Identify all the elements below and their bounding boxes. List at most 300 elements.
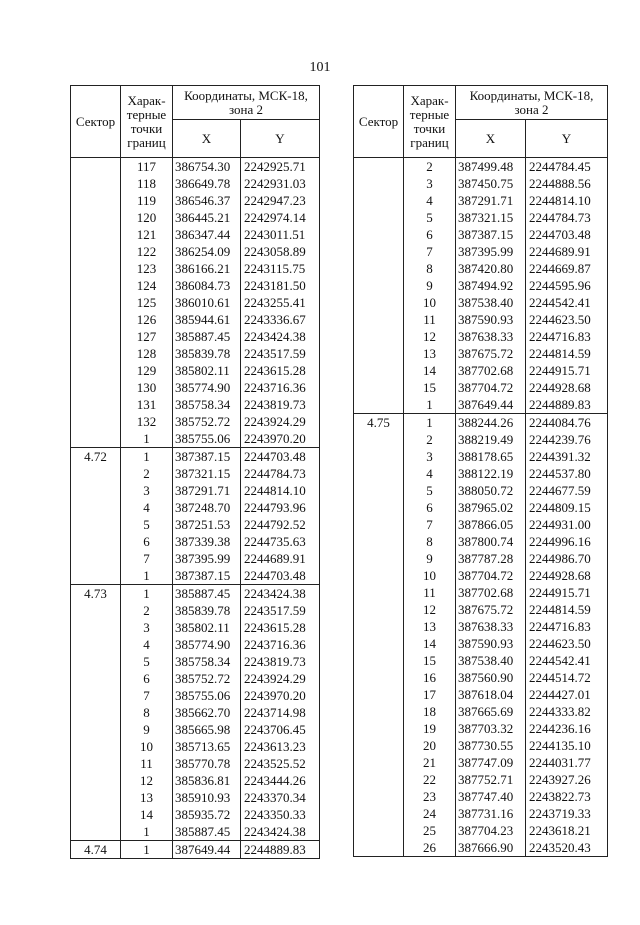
sector-cell	[354, 243, 404, 260]
y-coordinate-cell: 2244135.10	[526, 737, 608, 754]
point-number-cell: 21	[404, 754, 456, 771]
y-coordinate-cell: 2244703.48	[526, 226, 608, 243]
table-row	[354, 328, 608, 345]
sector-cell	[354, 379, 404, 396]
point-number-cell: 4	[404, 465, 456, 482]
x-coordinate-cell: 387321.15	[456, 209, 526, 226]
y-coordinate-cell: 2244814.59	[526, 345, 608, 362]
sector-cell	[71, 294, 121, 311]
y-coordinate-cell: 2243716.36	[241, 636, 320, 653]
y-coordinate-cell: 2243719.33	[526, 805, 608, 822]
x-coordinate-cell: 387800.74	[456, 533, 526, 550]
table-row	[354, 533, 608, 550]
y-coordinate-cell: 2243444.26	[241, 772, 320, 789]
x-coordinate-cell: 387675.72	[456, 601, 526, 618]
y-coordinate-cell: 2244814.10	[526, 192, 608, 209]
point-number-cell: 1	[121, 448, 173, 466]
y-coordinate-cell: 2243255.41	[241, 294, 320, 311]
point-number-cell: 1	[404, 396, 456, 414]
table-row	[354, 294, 608, 311]
point-number-cell: 12	[121, 772, 173, 789]
sector-cell	[354, 754, 404, 771]
x-coordinate-cell: 386546.37	[173, 192, 241, 209]
point-number-cell: 9	[404, 550, 456, 567]
sector-cell	[71, 226, 121, 243]
y-coordinate-cell: 2243924.29	[241, 670, 320, 687]
point-number-cell: 124	[121, 277, 173, 294]
y-coordinate-cell: 2243350.33	[241, 806, 320, 823]
x-coordinate-cell: 385774.90	[173, 379, 241, 396]
x-coordinate-cell: 385887.45	[173, 585, 241, 603]
y-coordinate-cell: 2243924.29	[241, 413, 320, 430]
sector-cell	[71, 175, 121, 192]
point-number-cell: 120	[121, 209, 173, 226]
x-coordinate-cell: 385802.11	[173, 362, 241, 379]
point-number-cell: 122	[121, 243, 173, 260]
x-coordinate-cell: 387649.44	[173, 841, 241, 859]
y-coordinate-cell: 2244031.77	[526, 754, 608, 771]
y-coordinate-cell: 2244735.63	[241, 533, 320, 550]
x-coordinate-cell: 387291.71	[456, 192, 526, 209]
point-number-cell: 8	[404, 533, 456, 550]
x-coordinate-cell: 385944.61	[173, 311, 241, 328]
point-number-cell: 118	[121, 175, 173, 192]
sector-cell	[354, 294, 404, 311]
point-number-cell: 22	[404, 771, 456, 788]
point-number-cell: 126	[121, 311, 173, 328]
x-coordinate-cell: 387590.93	[456, 635, 526, 652]
table-row	[354, 448, 608, 465]
table-row	[354, 635, 608, 652]
table-row	[71, 585, 320, 603]
table-row	[354, 362, 608, 379]
sector-cell	[354, 686, 404, 703]
point-number-cell: 5	[121, 516, 173, 533]
point-number-cell: 7	[404, 243, 456, 260]
point-number-cell: 125	[121, 294, 173, 311]
x-coordinate-cell: 385910.93	[173, 789, 241, 806]
x-coordinate-cell: 385665.98	[173, 721, 241, 738]
y-coordinate-cell: 2244716.83	[526, 328, 608, 345]
point-number-cell: 10	[404, 567, 456, 584]
point-number-cell: 123	[121, 260, 173, 277]
point-number-cell: 12	[404, 328, 456, 345]
table-row	[71, 209, 320, 226]
sector-cell	[71, 209, 121, 226]
y-coordinate-cell: 2244542.41	[526, 652, 608, 669]
table-row	[71, 533, 320, 550]
point-number-cell: 127	[121, 328, 173, 345]
sector-cell	[71, 687, 121, 704]
sector-cell	[71, 567, 121, 585]
point-number-cell: 4	[121, 636, 173, 653]
x-coordinate-cell: 387251.53	[173, 516, 241, 533]
x-coordinate-cell: 387321.15	[173, 465, 241, 482]
table-row	[71, 789, 320, 806]
table-row	[71, 841, 320, 859]
point-number-cell: 131	[121, 396, 173, 413]
sector-cell	[354, 720, 404, 737]
x-coordinate-cell: 387387.15	[456, 226, 526, 243]
point-number-cell: 130	[121, 379, 173, 396]
x-coordinate-cell: 385755.06	[173, 430, 241, 448]
y-coordinate-cell: 2243011.51	[241, 226, 320, 243]
coordinates-table-left	[70, 85, 320, 859]
y-coordinate-cell: 2243058.89	[241, 243, 320, 260]
sector-cell	[354, 839, 404, 857]
y-coordinate-cell: 2243615.28	[241, 362, 320, 379]
x-coordinate-cell: 387747.09	[456, 754, 526, 771]
point-number-cell: 7	[404, 516, 456, 533]
y-coordinate-cell: 2244716.83	[526, 618, 608, 635]
table-row	[354, 754, 608, 771]
point-number-cell: 13	[121, 789, 173, 806]
table-row	[354, 686, 608, 703]
sector-cell	[354, 328, 404, 345]
table-row	[71, 772, 320, 789]
x-coordinate-cell: 385935.72	[173, 806, 241, 823]
table-row	[71, 192, 320, 209]
table-row	[71, 294, 320, 311]
point-number-cell: 24	[404, 805, 456, 822]
y-header: Y	[526, 120, 608, 158]
sector-cell	[71, 158, 121, 176]
point-number-cell: 1	[121, 585, 173, 603]
table-row	[354, 396, 608, 414]
sector-cell	[354, 192, 404, 209]
char-points-header: Харак-терные точки границ	[404, 86, 456, 158]
table-row	[354, 379, 608, 396]
sector-cell	[71, 362, 121, 379]
sector-cell	[71, 738, 121, 755]
x-coordinate-cell: 386254.09	[173, 243, 241, 260]
y-coordinate-cell: 2243517.59	[241, 602, 320, 619]
table-row	[354, 243, 608, 260]
point-number-cell: 13	[404, 618, 456, 635]
y-coordinate-cell: 2243714.98	[241, 704, 320, 721]
table-row	[71, 175, 320, 192]
point-number-cell: 2	[121, 465, 173, 482]
y-coordinate-cell: 2243819.73	[241, 653, 320, 670]
table-row	[354, 311, 608, 328]
y-coordinate-cell: 2244669.87	[526, 260, 608, 277]
point-number-cell: 14	[404, 635, 456, 652]
point-number-cell: 1	[121, 430, 173, 448]
y-coordinate-cell: 2244928.68	[526, 567, 608, 584]
x-coordinate-cell: 387638.33	[456, 618, 526, 635]
table-row	[354, 771, 608, 788]
point-number-cell: 11	[404, 311, 456, 328]
table-row	[71, 345, 320, 362]
table-row	[354, 703, 608, 720]
x-coordinate-cell: 388050.72	[456, 482, 526, 499]
point-number-cell: 3	[404, 448, 456, 465]
y-coordinate-cell: 2243822.73	[526, 788, 608, 805]
x-coordinate-cell: 387702.68	[456, 362, 526, 379]
y-coordinate-cell: 2243115.75	[241, 260, 320, 277]
sector-cell	[354, 277, 404, 294]
point-number-cell: 128	[121, 345, 173, 362]
sector-cell	[71, 379, 121, 396]
sector-header: Сектор	[354, 86, 404, 158]
point-number-cell: 3	[404, 175, 456, 192]
sector-cell	[354, 516, 404, 533]
x-coordinate-cell: 385887.45	[173, 823, 241, 841]
x-coordinate-cell: 387339.38	[173, 533, 241, 550]
y-coordinate-cell: 2243525.52	[241, 755, 320, 772]
x-header: X	[173, 120, 241, 158]
x-coordinate-cell: 387387.15	[173, 567, 241, 585]
sector-cell	[71, 772, 121, 789]
point-number-cell: 11	[121, 755, 173, 772]
y-coordinate-cell: 2244427.01	[526, 686, 608, 703]
table-row	[71, 243, 320, 260]
sector-cell	[354, 482, 404, 499]
sector-cell	[354, 601, 404, 618]
x-coordinate-cell: 385662.70	[173, 704, 241, 721]
sector-cell	[71, 806, 121, 823]
x-coordinate-cell: 387666.90	[456, 839, 526, 857]
table-row	[71, 499, 320, 516]
sector-cell	[71, 755, 121, 772]
x-coordinate-cell: 388178.65	[456, 448, 526, 465]
y-coordinate-cell: 2244986.70	[526, 550, 608, 567]
page-number: 101	[309, 60, 331, 75]
x-coordinate-cell: 386010.61	[173, 294, 241, 311]
y-coordinate-cell: 2244792.52	[241, 516, 320, 533]
y-coordinate-cell: 2244888.56	[526, 175, 608, 192]
y-coordinate-cell: 2244889.83	[526, 396, 608, 414]
table-row	[71, 823, 320, 841]
y-coordinate-cell: 2242974.14	[241, 209, 320, 226]
point-number-cell: 7	[121, 687, 173, 704]
y-coordinate-cell: 2244784.73	[526, 209, 608, 226]
y-coordinate-cell: 2244915.71	[526, 584, 608, 601]
sector-cell	[354, 311, 404, 328]
x-coordinate-cell: 387420.80	[456, 260, 526, 277]
point-number-cell: 1	[404, 414, 456, 432]
y-coordinate-cell: 2243370.34	[241, 789, 320, 806]
y-coordinate-cell: 2244595.96	[526, 277, 608, 294]
sector-cell	[71, 533, 121, 550]
point-number-cell: 17	[404, 686, 456, 703]
table-row	[354, 601, 608, 618]
table-row	[354, 414, 608, 432]
table-row	[71, 602, 320, 619]
y-coordinate-cell: 2243615.28	[241, 619, 320, 636]
x-coordinate-cell: 387638.33	[456, 328, 526, 345]
y-coordinate-cell: 2243424.38	[241, 328, 320, 345]
right-table-body	[354, 158, 608, 857]
y-coordinate-cell: 2244703.48	[241, 567, 320, 585]
y-coordinate-cell: 2243970.20	[241, 430, 320, 448]
sector-cell	[71, 260, 121, 277]
x-coordinate-cell: 387752.71	[456, 771, 526, 788]
x-coordinate-cell: 388244.26	[456, 414, 526, 432]
x-coordinate-cell: 387703.32	[456, 720, 526, 737]
point-number-cell: 15	[404, 652, 456, 669]
point-number-cell: 3	[121, 619, 173, 636]
point-number-cell: 10	[404, 294, 456, 311]
point-number-cell: 2	[121, 602, 173, 619]
y-coordinate-cell: 2244514.72	[526, 669, 608, 686]
point-number-cell: 132	[121, 413, 173, 430]
sector-cell	[354, 788, 404, 805]
sector-cell	[354, 533, 404, 550]
coords-header: Координаты, МСК-18, зона 2	[456, 86, 608, 120]
table-row	[71, 226, 320, 243]
table-row	[71, 806, 320, 823]
y-coordinate-cell: 2242931.03	[241, 175, 320, 192]
table-row	[71, 755, 320, 772]
sector-cell: 4.74	[71, 841, 121, 859]
sector-cell	[71, 499, 121, 516]
y-coordinate-cell: 2243970.20	[241, 687, 320, 704]
table-row	[71, 328, 320, 345]
point-number-cell: 2	[404, 158, 456, 176]
table-row	[71, 619, 320, 636]
x-coordinate-cell: 385770.78	[173, 755, 241, 772]
point-number-cell: 5	[404, 482, 456, 499]
point-number-cell: 129	[121, 362, 173, 379]
x-coordinate-cell: 387248.70	[173, 499, 241, 516]
x-coordinate-cell: 387395.99	[173, 550, 241, 567]
point-number-cell: 19	[404, 720, 456, 737]
table-row	[354, 482, 608, 499]
table-row	[354, 431, 608, 448]
table-row	[354, 192, 608, 209]
sector-cell	[354, 822, 404, 839]
x-coordinate-cell: 385752.72	[173, 413, 241, 430]
y-coordinate-cell: 2243716.36	[241, 379, 320, 396]
point-number-cell: 26	[404, 839, 456, 857]
point-number-cell: 1	[121, 567, 173, 585]
sector-cell	[71, 636, 121, 653]
sector-cell	[71, 345, 121, 362]
x-coordinate-cell: 387965.02	[456, 499, 526, 516]
x-coordinate-cell: 387665.69	[456, 703, 526, 720]
point-number-cell: 9	[404, 277, 456, 294]
table-row	[354, 737, 608, 754]
sector-cell	[354, 737, 404, 754]
point-number-cell: 9	[121, 721, 173, 738]
table-row	[71, 465, 320, 482]
y-coordinate-cell: 2244931.00	[526, 516, 608, 533]
table-row	[354, 260, 608, 277]
table-row	[71, 550, 320, 567]
sector-cell	[71, 789, 121, 806]
table-row	[354, 499, 608, 516]
table-row	[71, 704, 320, 721]
sector-cell	[354, 567, 404, 584]
x-coordinate-cell: 387560.90	[456, 669, 526, 686]
sector-cell	[71, 396, 121, 413]
table-row	[354, 567, 608, 584]
sector-cell	[354, 175, 404, 192]
y-coordinate-cell: 2244689.91	[241, 550, 320, 567]
char-points-header: Харак-терные точки границ	[121, 86, 173, 158]
x-coordinate-cell: 386445.21	[173, 209, 241, 226]
sector-cell	[354, 771, 404, 788]
sector-cell	[71, 311, 121, 328]
y-coordinate-cell: 2244928.68	[526, 379, 608, 396]
y-coordinate-cell: 2244814.59	[526, 601, 608, 618]
x-coordinate-cell: 386347.44	[173, 226, 241, 243]
x-coordinate-cell: 387387.15	[173, 448, 241, 466]
point-number-cell: 15	[404, 379, 456, 396]
x-coordinate-cell: 387538.40	[456, 294, 526, 311]
table-row	[354, 209, 608, 226]
y-coordinate-cell: 2243517.59	[241, 345, 320, 362]
x-coordinate-cell: 387395.99	[456, 243, 526, 260]
point-number-cell: 6	[121, 670, 173, 687]
sector-cell	[71, 653, 121, 670]
table-row	[71, 413, 320, 430]
y-coordinate-cell: 2244333.82	[526, 703, 608, 720]
sector-cell	[354, 345, 404, 362]
coords-header: Координаты, МСК-18, зона 2	[173, 86, 320, 120]
point-number-cell: 11	[404, 584, 456, 601]
sector-cell	[354, 209, 404, 226]
x-coordinate-cell: 387704.72	[456, 567, 526, 584]
left-table-body	[71, 158, 320, 859]
x-coordinate-cell: 388122.19	[456, 465, 526, 482]
sector-cell	[71, 721, 121, 738]
x-coordinate-cell: 385755.06	[173, 687, 241, 704]
table-row	[71, 738, 320, 755]
sector-cell	[71, 243, 121, 260]
y-coordinate-cell: 2243618.21	[526, 822, 608, 839]
y-coordinate-cell: 2244623.50	[526, 311, 608, 328]
y-coordinate-cell: 2244784.45	[526, 158, 608, 176]
y-coordinate-cell: 2244996.16	[526, 533, 608, 550]
point-number-cell: 121	[121, 226, 173, 243]
y-coordinate-cell: 2244703.48	[241, 448, 320, 466]
table-row	[354, 720, 608, 737]
x-coordinate-cell: 385839.78	[173, 345, 241, 362]
point-number-cell: 6	[404, 226, 456, 243]
sector-cell: 4.72	[71, 448, 121, 466]
y-coordinate-cell: 2244623.50	[526, 635, 608, 652]
sector-cell	[71, 277, 121, 294]
y-coordinate-cell: 2243424.38	[241, 823, 320, 841]
sector-cell	[354, 431, 404, 448]
y-coordinate-cell: 2244677.59	[526, 482, 608, 499]
point-number-cell: 119	[121, 192, 173, 209]
sector-cell	[71, 704, 121, 721]
x-coordinate-cell: 387538.40	[456, 652, 526, 669]
table-row	[71, 379, 320, 396]
x-coordinate-cell: 387494.92	[456, 277, 526, 294]
coordinates-table-right	[353, 85, 608, 857]
y-coordinate-cell: 2244915.71	[526, 362, 608, 379]
point-number-cell: 14	[404, 362, 456, 379]
table-row	[354, 788, 608, 805]
point-number-cell: 4	[121, 499, 173, 516]
point-number-cell: 3	[121, 482, 173, 499]
point-number-cell: 20	[404, 737, 456, 754]
point-number-cell: 23	[404, 788, 456, 805]
sector-cell	[354, 550, 404, 567]
table-row	[71, 670, 320, 687]
point-number-cell: 6	[121, 533, 173, 550]
y-coordinate-cell: 2244689.91	[526, 243, 608, 260]
sector-cell	[354, 158, 404, 176]
table-row	[354, 618, 608, 635]
table-row	[71, 687, 320, 704]
sector-cell	[354, 703, 404, 720]
x-coordinate-cell: 386649.78	[173, 175, 241, 192]
